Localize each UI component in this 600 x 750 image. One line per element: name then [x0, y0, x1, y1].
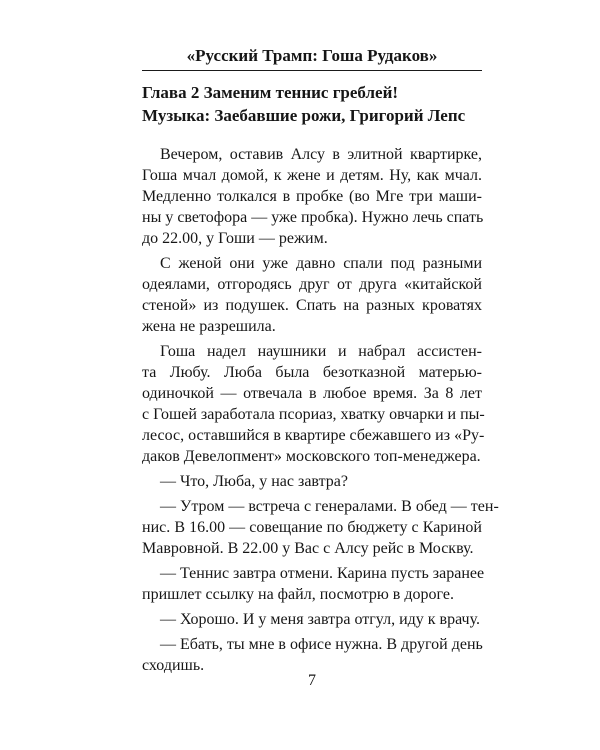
paragraph [142, 634, 482, 676]
page-number: 7 [308, 672, 316, 689]
paragraph [142, 563, 485, 605]
paragraph [142, 144, 482, 249]
text-line: — Хорошо. И у меня завтра отгул, иду к врачу. [160, 611, 480, 628]
text-line: та Любу. Люба была безотказной матерью- [142, 364, 482, 381]
text-line: одеялами, отгородясь друг от друга «китайской [142, 276, 482, 293]
text-line: С женой они уже давно спали под разными [160, 255, 482, 272]
text-line: ны у светофора — уже пробка). Нужно лечь спать [142, 209, 484, 226]
text-line: Вечером, оставив Алсу в элитной квартирке, [160, 146, 482, 163]
text-line: — Ебать, ты мне в офисе нужна. В другой день [160, 636, 483, 653]
text-line: сходишь. [142, 657, 205, 674]
text-line: одиночкой — отвечала в любое время. За 8 лет [142, 385, 482, 402]
text-line: Медленно толкался в пробке (во Мге три маши- [142, 188, 482, 205]
text-line: — Утром — встреча с генералами. В обед — тен- [160, 498, 499, 515]
text-line: до 22.00, у Гоши — режим. [142, 230, 328, 247]
paragraph [142, 471, 482, 492]
text-line: даков Девелопмент» московского топ-менеджера. [142, 448, 481, 465]
text-line: — Что, Люба, у нас завтра? [160, 473, 348, 490]
text-line: лесос, оставшийся в квартире сбежавшего из «Ру- [142, 427, 485, 444]
body-text [142, 144, 499, 680]
running-head: «Русский Трамп: Гоша Рудаков» [186, 46, 438, 65]
text-line: с Гошей заработала псориаз, хватку овчарки и пы- [142, 406, 485, 423]
paragraph [142, 341, 485, 467]
chapter-music: Музыка: Заебавшие рожи, Григорий Лепс [142, 106, 466, 125]
chapter-heading [142, 81, 482, 127]
paragraph [142, 496, 499, 559]
text-line: нис. В 16.00 — совещание по бюджету с Кариной [142, 519, 482, 536]
paragraph [142, 253, 482, 337]
text-line: жена не разрешила. [142, 318, 276, 335]
paragraph [142, 609, 482, 630]
text-line: Гоша мчал домой, к жене и детям. Ну, как мчал. [142, 167, 482, 184]
header-rule [142, 70, 482, 71]
text-line: — Теннис завтра отмени. Карина пусть заранее [160, 565, 485, 582]
chapter-title: Глава 2 Заменим теннис греблей! [142, 83, 399, 102]
text-line: пришлет ссылку на файл, посмотрю в дороге. [142, 586, 454, 603]
text-line: стеной» из подушек. Спать на разных кроватях [142, 297, 482, 314]
text-line: Гоша надел наушники и набрал ассистен- [160, 343, 482, 360]
text-line: Мавровной. В 22.00 у Вас с Алсу рейс в Москву. [142, 540, 474, 557]
